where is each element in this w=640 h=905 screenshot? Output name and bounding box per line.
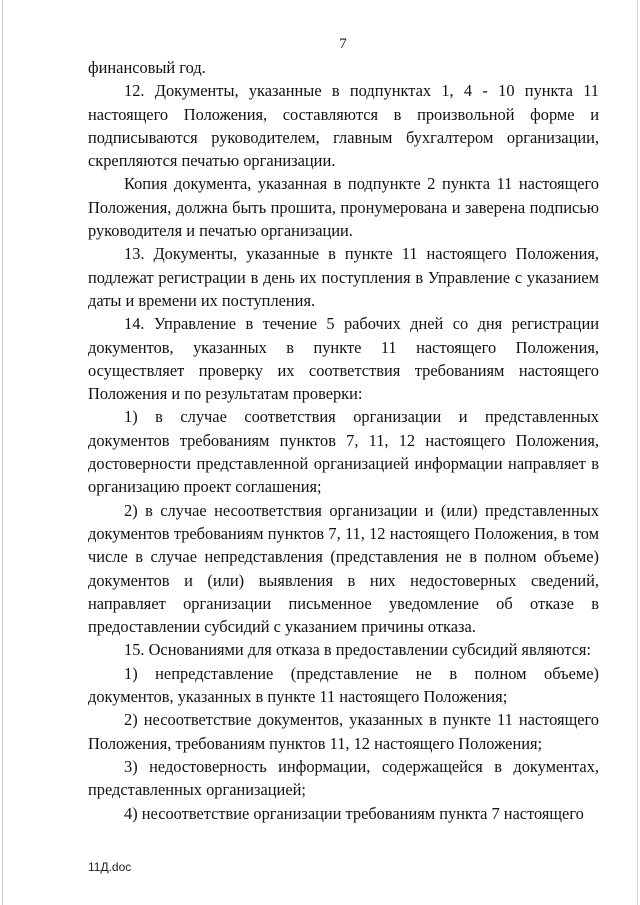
paragraph-item-12: 12. Документы, указанные в подпунктах 1, 4 - 10 пункта 11 настоящего Положения, составляются в произвольной форме и подписываются руководителем, главным бухгалтером организации, скрепляются печатью организации. <box>88 81 599 171</box>
footer-filename: 11Д.doc <box>88 860 132 874</box>
paragraph-item-14-sub-2: 2) в случае несоответствия организации и (или) представленных документов требованиям пунктов 7, 11, 12 настоящего Положения, в том числе в случае непредставления (представления не в полном объеме) документов и (или) выявления в них недостоверных сведений, направляет организации письменное уведомление об отказе в предоставлении субсидий с указанием причины отказа. <box>88 500 599 637</box>
paragraph-item-13: 13. Документы, указанные в пункте 11 настоящего Положения, подлежат регистрации в день их поступления в Управление с указанием даты и времени их поступления. <box>88 244 599 310</box>
paragraph-item-14-sub-1: 1) в случае соответствия организации и представленных документов требованиям пунктов 7, 11, 12 настоящего Положения, достоверности представленной организацией информации направляет в организацию проект соглашения; <box>88 407 599 497</box>
paragraph-copy-requirement: Копия документа, указанная в подпункте 2 пункта 11 настоящего Положения, должна быть прошита, пронумерована и заверена подписью руководителя и печатью организации. <box>88 174 599 241</box>
document-body <box>88 56 599 825</box>
page-number: 7 <box>339 36 347 52</box>
paragraph-item-14: 14. Управление в течение 5 рабочих дней со дня регистрации документов, указанных в пункте 11 настоящего Положения, осуществляет проверку их соответствия требованиям настоящего Положения и по результатам проверки: <box>88 314 599 404</box>
paragraph-item-15-sub-1: 1) непредставление (представление не в полном объеме) документов, указанных в пункте 11 настоящего Положения; <box>88 663 599 707</box>
paragraph-item-15: 15. Основаниями для отказа в предоставлении субсидий являются: <box>124 640 591 660</box>
page-right-edge <box>637 0 638 905</box>
page-left-edge <box>2 0 3 905</box>
paragraph-continuation: финансовый год. <box>88 58 206 77</box>
paragraph-item-15-sub-3: 3) недостоверность информации, содержащейся в документах, представленных организацией; <box>88 756 599 800</box>
paragraph-item-15-sub-4: 4) несоответствие организации требованиям пункта 7 настоящего <box>124 803 584 823</box>
paragraph-item-15-sub-2: 2) несоответствие документов, указанных в пункте 11 настоящего Положения, требованиям пунктов 11, 12 настоящего Положения; <box>88 710 599 753</box>
